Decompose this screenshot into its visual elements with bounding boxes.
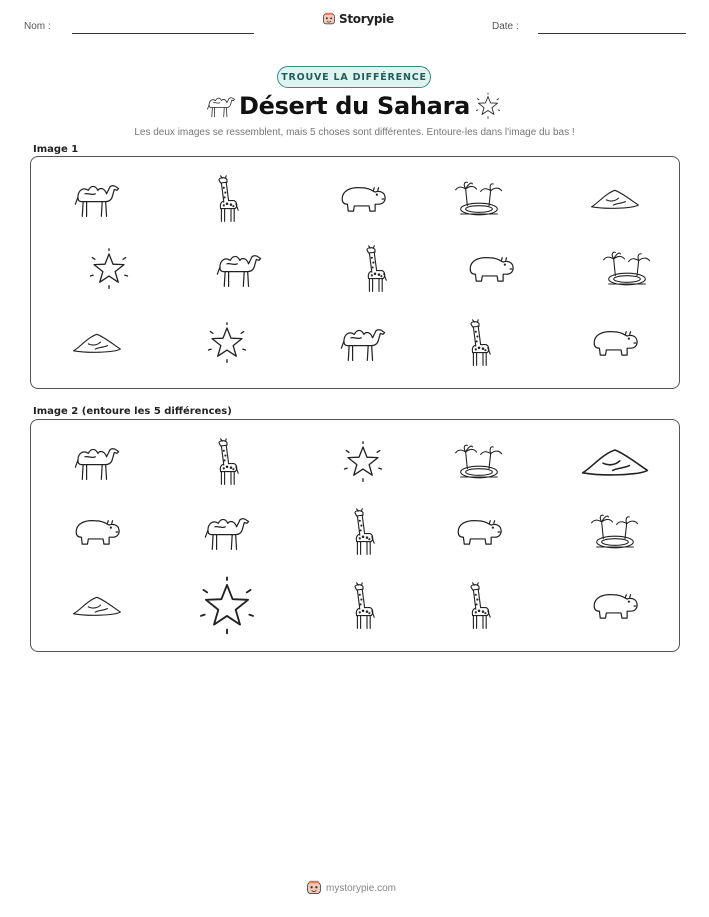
activity-badge xyxy=(277,66,431,88)
image1-giraffe-icon xyxy=(359,245,391,293)
image2-star-large-icon[interactable] xyxy=(196,575,258,637)
image2-hippo-icon[interactable] xyxy=(589,588,641,624)
image1-oasis-icon xyxy=(454,179,504,219)
image2-sand-dune-large-icon[interactable] xyxy=(579,443,651,481)
image1-camel-icon xyxy=(337,322,389,364)
storypie-logo-icon xyxy=(322,12,336,26)
page-title: Désert du Sahara xyxy=(238,92,471,120)
image2-hippo-icon[interactable] xyxy=(71,514,123,550)
footer-url: mystorypie.com xyxy=(326,882,397,894)
image1-panel xyxy=(30,156,680,389)
date-field[interactable] xyxy=(538,33,686,34)
image1-sand-dune-icon xyxy=(71,330,123,356)
date-label: Date : xyxy=(492,21,519,32)
name-field[interactable] xyxy=(72,33,254,34)
name-label: Nom : xyxy=(24,21,51,32)
image1-hippo-icon xyxy=(465,251,517,287)
instructions: Les deux images se ressemblent, mais 5 choses sont différentes. Entoure-les dans l'image du bas ! xyxy=(134,127,575,138)
image2-camel-icon[interactable] xyxy=(201,511,253,553)
image2-camel-icon[interactable] xyxy=(71,441,123,483)
star-icon xyxy=(474,92,502,120)
brand-name: Storypie xyxy=(339,12,394,26)
image1-hippo-icon xyxy=(589,325,641,361)
image2-giraffe-icon[interactable] xyxy=(347,582,379,630)
image1-camel-icon xyxy=(213,248,265,290)
image1-sand-dune-icon xyxy=(589,186,641,212)
image2-giraffe-icon[interactable] xyxy=(211,438,243,486)
image2-giraffe-icon[interactable] xyxy=(463,582,495,630)
image2-label: Image 2 (entoure les 5 différences) xyxy=(33,406,232,417)
image1-oasis-icon xyxy=(602,249,652,289)
image1-hippo-icon xyxy=(337,181,389,217)
image1-star-icon xyxy=(87,247,131,291)
image2-hippo-icon[interactable] xyxy=(453,514,505,550)
storypie-logo-icon xyxy=(306,880,322,896)
image2-panel[interactable] xyxy=(30,419,680,652)
image2-oasis-icon[interactable] xyxy=(454,442,504,482)
image2-sand-dune-icon[interactable] xyxy=(71,593,123,619)
footer xyxy=(306,880,396,896)
image2-star-icon[interactable] xyxy=(341,440,385,484)
image1-giraffe-icon xyxy=(211,175,243,223)
badge-text: TROUVE LA DIFFÉRENCE xyxy=(281,71,427,83)
image1-giraffe-icon xyxy=(463,319,495,367)
image2-oasis-icon[interactable] xyxy=(590,512,640,552)
image1-label: Image 1 xyxy=(33,144,79,155)
image1-star-icon xyxy=(205,321,249,365)
image1-camel-icon xyxy=(71,178,123,220)
brand xyxy=(322,12,394,26)
image2-giraffe-icon[interactable] xyxy=(347,508,379,556)
